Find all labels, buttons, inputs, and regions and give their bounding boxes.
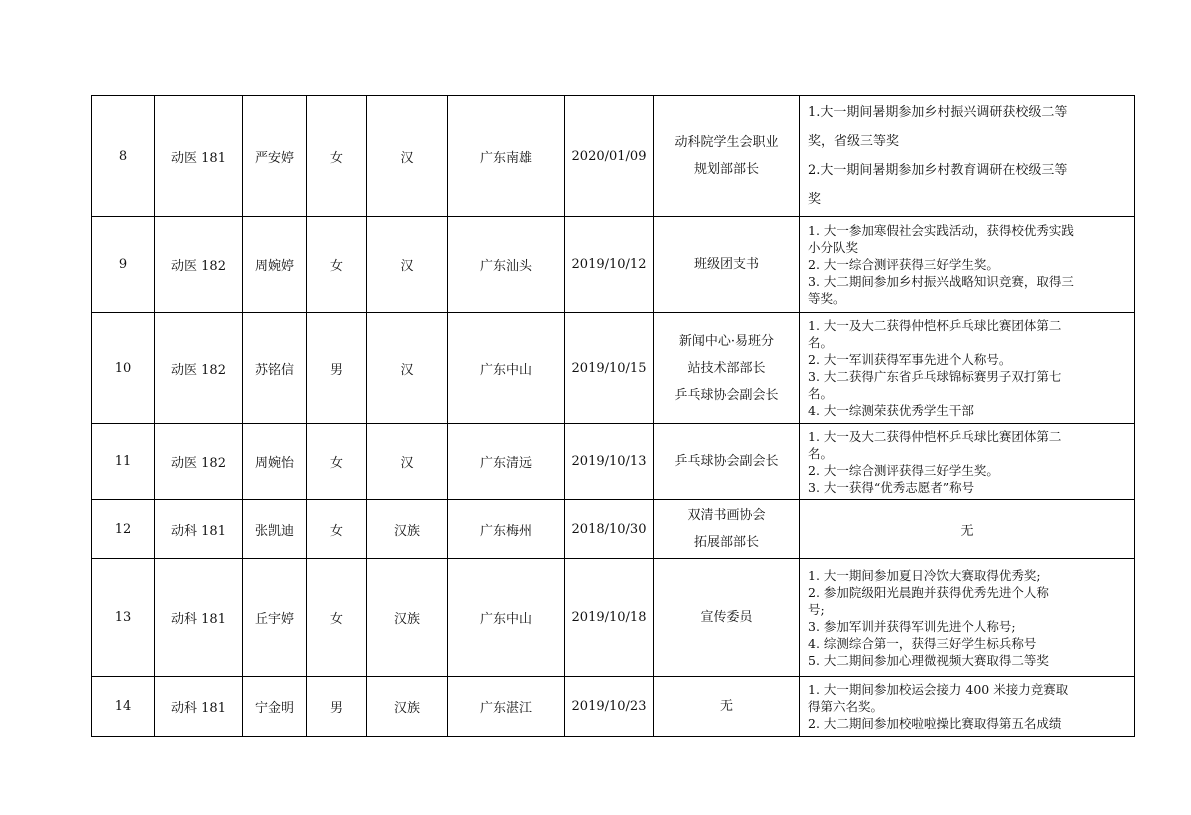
origin-cell: 广东南雄 [448,96,565,217]
awards-cell [800,677,1135,737]
gender-cell: 女 [307,217,367,313]
row-number-cell: 11 [92,424,155,500]
table-row [92,677,1135,737]
duty-line: 动科院学生会职业 [674,135,779,150]
class-cell: 动医 182 [155,217,243,313]
duty-line: 无 [719,699,733,714]
duty-line: 乒乓球协会副会长 [674,454,779,469]
award-line: 1. 大一及大二获得仲恺杯乒乓球比赛团体第二 [808,428,1062,444]
student-name-cell: 严安婷 [243,96,307,217]
duty-line: 乒乓球协会副会长 [674,387,779,403]
awards-cell [800,500,1135,559]
award-line: 无 [960,523,974,539]
table-row [92,500,1135,559]
class-cell: 动科 181 [155,559,243,677]
awards-cell [800,424,1135,500]
table-row [92,313,1135,424]
award-line: 5. 大二期间参加心理微视频大赛取得二等奖 [808,652,1049,668]
award-line: 等奖。 [808,291,846,306]
award-line: 得第六名奖。 [808,699,884,714]
student-name-cell: 宁金明 [243,677,307,737]
gender-cell: 女 [307,424,367,500]
row-number-cell: 10 [92,313,155,424]
class-cell: 动医 182 [155,424,243,500]
ethnicity-cell: 汉族 [367,500,448,559]
duty-cell [654,313,800,424]
ethnicity-cell: 汉族 [367,559,448,677]
award-line: 1. 大一期间参加夏日冷饮大赛取得优秀奖; [808,567,1041,583]
award-line: 3. 大二期间参加乡村振兴战略知识竞赛，取得三 [808,274,1074,289]
duty-line: 宣传委员 [700,610,753,625]
class-cell: 动医 181 [155,96,243,217]
class-cell: 动医 182 [155,313,243,424]
table-row [92,424,1135,500]
row-number-cell: 8 [92,96,155,217]
student-name-cell: 周婉怡 [243,424,307,500]
origin-cell: 广东中山 [448,559,565,677]
award-line: 2. 大一综合测评获得三好学生奖。 [808,257,999,272]
date-cell: 2019/10/12 [565,217,654,313]
date-cell: 2019/10/18 [565,559,654,677]
awards-cell [800,559,1135,677]
origin-cell: 广东中山 [448,313,565,424]
award-line: 3. 参加军训并获得军训先进个人称号; [808,618,1016,634]
duty-line: 双清书画协会 [687,508,766,523]
award-line: 奖 [808,192,822,207]
row-number-cell: 13 [92,559,155,677]
student-info-table [91,95,1135,737]
duty-cell [654,500,800,559]
student-name-cell: 周婉婷 [243,217,307,313]
ethnicity-cell: 汉 [367,424,448,500]
row-number-cell: 9 [92,217,155,313]
gender-cell: 男 [307,677,367,737]
date-cell: 2019/10/13 [565,424,654,500]
table-row [92,217,1135,313]
award-line: 1.大一期间暑期参加乡村振兴调研获校级二等 [808,105,1068,120]
award-line: 名。 [808,386,834,401]
student-name-cell: 张凯迪 [243,500,307,559]
duty-cell [654,677,800,737]
award-line: 2. 大一军训获得军事先进个人称号。 [808,352,1012,367]
table-row [92,96,1135,217]
award-line: 3. 大二获得广东省乒乓球锦标赛男子双打第七 [808,369,1062,384]
duty-line: 班级团支书 [693,257,759,272]
award-line: 3. 大一获得“优秀志愿者”称号 [808,479,975,495]
award-line: 1. 大一参加寒假社会实践活动，获得校优秀实践 [808,223,1074,238]
gender-cell: 女 [307,559,367,677]
duty-line: 拓展部部长 [693,535,759,550]
award-line: 1. 大一及大二获得仲恺杯乒乓球比赛团体第二 [808,318,1062,333]
gender-cell: 女 [307,500,367,559]
origin-cell: 广东湛江 [448,677,565,737]
date-cell: 2019/10/15 [565,313,654,424]
student-name-cell: 丘宇婷 [243,559,307,677]
duty-line: 规划部部长 [693,162,759,177]
award-line: 2. 大二期间参加校啦啦操比赛取得第五名成绩 [808,716,1062,731]
duty-cell [654,96,800,217]
ethnicity-cell: 汉 [367,96,448,217]
student-name-cell: 苏铭信 [243,313,307,424]
award-line: 小分队奖 [808,240,859,255]
row-number-cell: 12 [92,500,155,559]
awards-cell [800,96,1135,217]
origin-cell: 广东梅州 [448,500,565,559]
origin-cell: 广东清远 [448,424,565,500]
award-line: 号; [808,601,825,617]
duty-line: 新闻中心·易班分 [678,333,775,349]
row-number-cell: 14 [92,677,155,737]
class-cell: 动科 181 [155,677,243,737]
duty-cell [654,424,800,500]
award-line: 名。 [808,335,834,350]
award-line: 4. 大一综测荣获优秀学生干部 [808,403,974,418]
award-line: 1. 大一期间参加校运会接力 400 米接力竞赛取 [808,682,1069,697]
gender-cell: 男 [307,313,367,424]
award-line: 2. 大一综合测评获得三好学生奖。 [808,462,999,478]
award-line: 名。 [808,445,834,461]
date-cell: 2019/10/23 [565,677,654,737]
class-cell: 动科 181 [155,500,243,559]
origin-cell: 广东汕头 [448,217,565,313]
award-line: 2.大一期间暑期参加乡村教育调研在校级三等 [808,163,1068,178]
duty-cell [654,217,800,313]
date-cell: 2018/10/30 [565,500,654,559]
duty-cell [654,559,800,677]
awards-cell [800,217,1135,313]
award-line: 2. 参加院级阳光晨跑并获得优秀先进个人称 [808,584,1049,600]
table-row [92,559,1135,677]
ethnicity-cell: 汉 [367,217,448,313]
award-line: 4. 综测综合第一，获得三好学生标兵称号 [808,635,1037,651]
date-cell: 2020/01/09 [565,96,654,217]
ethnicity-cell: 汉族 [367,677,448,737]
award-line: 奖，省级三等奖 [808,134,900,149]
ethnicity-cell: 汉 [367,313,448,424]
duty-line: 站技术部部长 [687,360,766,376]
gender-cell: 女 [307,96,367,217]
awards-cell [800,313,1135,424]
